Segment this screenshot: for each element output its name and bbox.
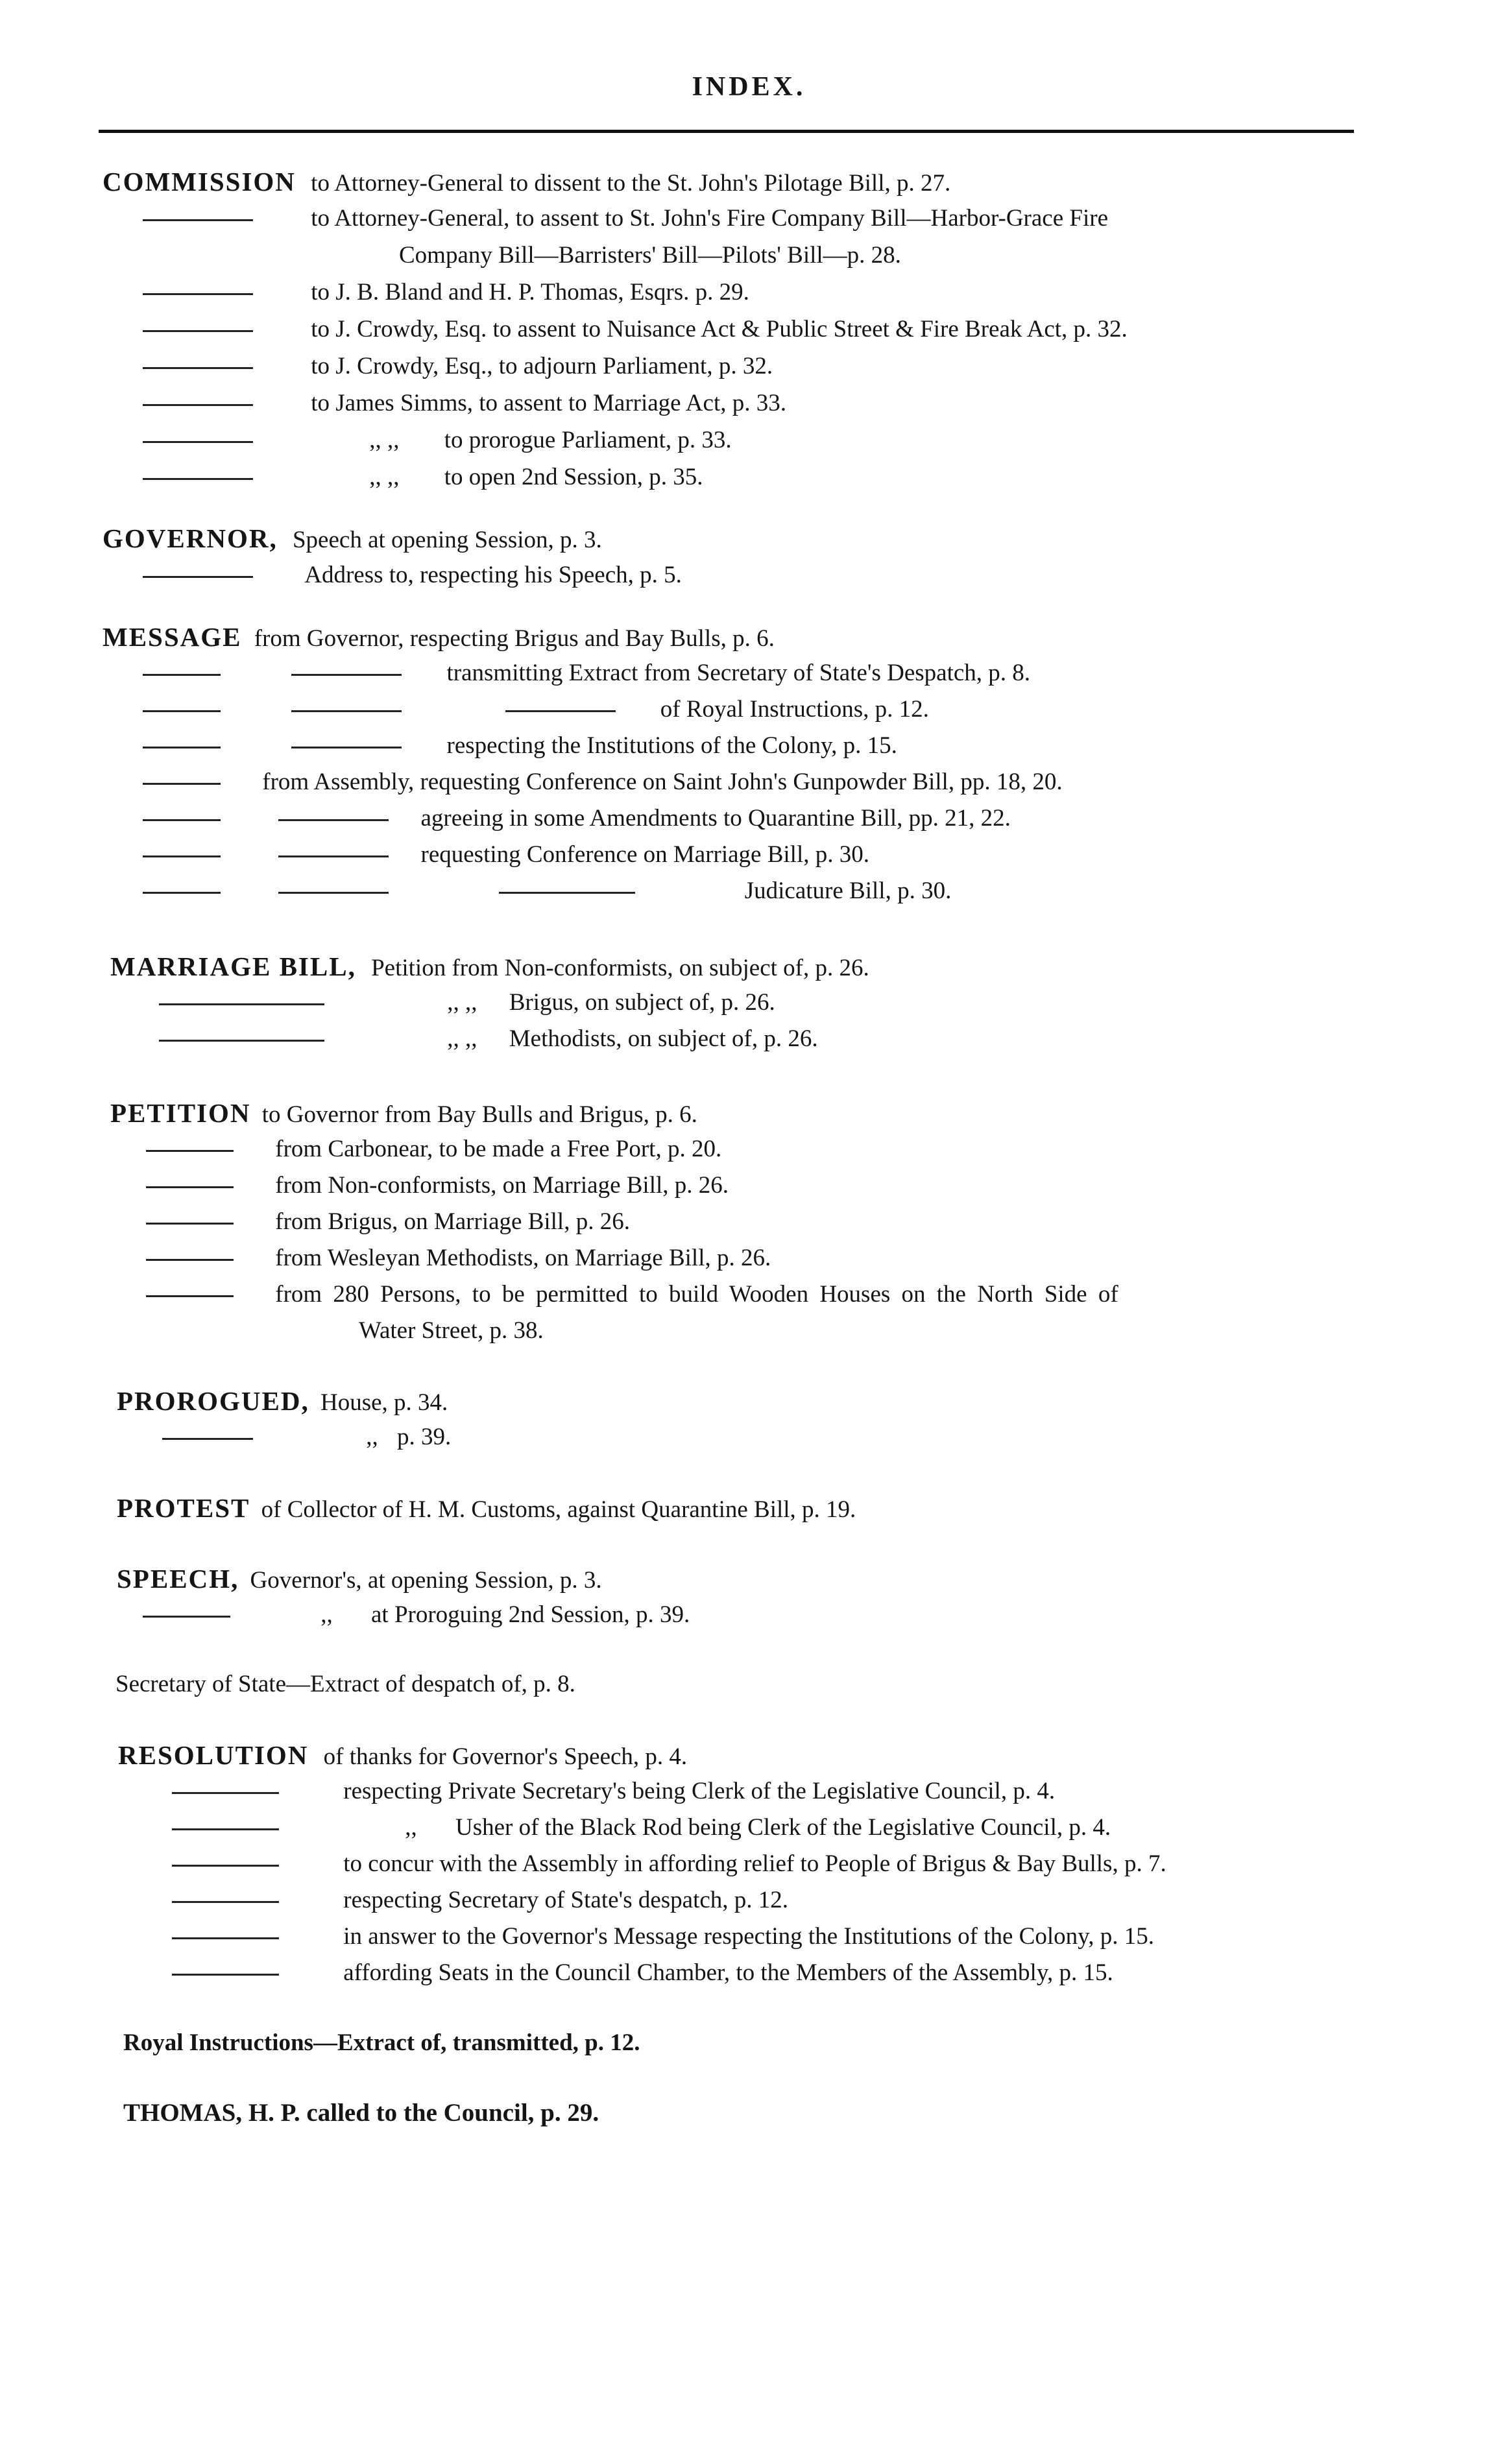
marriage-entry-1: MARRIAGE BILL, Petition from Non-conformists, on subject of, p. 26. <box>110 951 869 981</box>
ditto-dash <box>499 892 635 894</box>
petition-entry-3: from Non-conformists, on Marriage Bill, p. 26. <box>146 1171 729 1200</box>
ditto-dash <box>146 1259 234 1261</box>
speech-entry-1: SPEECH, Governor's, at opening Session, p. 3. <box>117 1564 602 1594</box>
ditto-dash <box>291 674 402 676</box>
ditto-dash <box>146 1150 234 1152</box>
ditto-dash <box>143 892 221 894</box>
ditto-dash <box>143 478 253 480</box>
royal-instructions-entry: Royal Instructions—Extract of, transmitted, p. 12. <box>123 2029 640 2056</box>
ditto-dash <box>143 219 253 221</box>
message-heading: MESSAGE <box>103 622 242 652</box>
ditto-dash <box>172 1974 279 1976</box>
ditto-dash <box>159 1040 324 1042</box>
petition-heading: PETITION <box>110 1098 251 1128</box>
commission-entry-4: to J. Crowdy, Esq. to assent to Nuisance Act & Public Street & Fire Break Act, p. 32. <box>143 315 1128 344</box>
ditto-dash <box>143 293 253 295</box>
ditto-dash <box>172 1901 279 1903</box>
resolution-entry-3: ,, Usher of the Black Rod being Clerk of the Legislative Council, p. 4. <box>172 1813 1111 1842</box>
petition-entry-5: from Wesleyan Methodists, on Marriage Bill, p. 26. <box>146 1244 771 1273</box>
ditto-dash <box>172 1828 279 1830</box>
marriage-heading: MARRIAGE BILL, <box>110 951 356 981</box>
ditto-dash <box>278 892 389 894</box>
ditto-dash <box>172 1792 279 1794</box>
ditto-dash <box>143 783 221 785</box>
ditto-dash <box>143 367 253 369</box>
resolution-entry-7: affording Seats in the Council Chamber, to the Members of the Assembly, p. 15. <box>172 1959 1113 1987</box>
ditto-dash <box>291 747 402 748</box>
governor-entry-2: Address to, respecting his Speech, p. 5. <box>143 561 682 590</box>
commission-entry-8: ,, ,, to open 2nd Session, p. 35. <box>143 463 703 492</box>
ditto-dash <box>143 330 253 332</box>
commission-heading: COMMISSION <box>103 167 296 197</box>
commission-entry-3: to J. B. Bland and H. P. Thomas, Esqrs. p. 29. <box>143 278 749 307</box>
ditto-dash <box>146 1186 234 1188</box>
ditto-dash <box>172 1937 279 1939</box>
prorogued-entry-2: ,, p. 39. <box>162 1423 451 1452</box>
thomas-entry: THOMAS, H. P. called to the Council, p. 29. <box>123 2099 599 2127</box>
ditto-dash <box>143 441 253 443</box>
speech-heading: SPEECH, <box>117 1564 239 1594</box>
speech-entry-2: ,, at Proroguing 2nd Session, p. 39. <box>143 1601 690 1629</box>
ditto-dash <box>278 819 389 821</box>
ditto-dash <box>143 710 221 712</box>
message-entry-8: Judicature Bill, p. 30. <box>143 877 951 905</box>
message-entry-4: respecting the Institutions of the Colony, p. 15. <box>143 732 897 760</box>
ditto-dash <box>146 1295 234 1297</box>
message-entry-2: transmitting Extract from Secretary of State's Despatch, p. 8. <box>143 659 1030 688</box>
message-entry-7: requesting Conference on Marriage Bill, p. 30. <box>143 841 869 869</box>
ditto-dash <box>146 1223 234 1225</box>
commission-entry-7: ,, ,, to prorogue Parliament, p. 33. <box>143 426 732 455</box>
commission-entry-6: to James Simms, to assent to Marriage Act, p. 33. <box>143 389 786 418</box>
page-title: INDEX. <box>692 72 806 102</box>
ditto-dash <box>143 404 253 406</box>
message-entry-3: of Royal Instructions, p. 12. <box>143 695 929 724</box>
prorogued-entry-1: PROROGUED, House, p. 34. <box>117 1386 448 1416</box>
marriage-entry-3: ,, ,, Methodists, on subject of, p. 26. <box>159 1025 818 1053</box>
governor-entry-1: GOVERNOR, Speech at opening Session, p. 3. <box>103 523 602 553</box>
protest-heading: PROTEST <box>117 1493 250 1523</box>
ditto-dash <box>291 710 402 712</box>
resolution-entry-4: to concur with the Assembly in affording relief to People of Brigus & Bay Bulls, p. 7. <box>172 1850 1166 1878</box>
commission-entry-2-cont: Company Bill—Barristers' Bill—Pilots' Bill—p. 28. <box>399 242 901 269</box>
ditto-dash <box>505 710 616 712</box>
ditto-dash <box>143 674 221 676</box>
message-entry-5: from Assembly, requesting Conference on Saint John's Gunpowder Bill, pp. 18, 20. <box>143 768 1063 796</box>
ditto-dash <box>172 1865 279 1867</box>
commission-entry-5: to J. Crowdy, Esq., to adjourn Parliament, p. 32. <box>143 352 773 381</box>
governor-heading: GOVERNOR, <box>103 523 278 553</box>
message-entry-1: MESSAGE from Governor, respecting Brigus and Bay Bulls, p. 6. <box>103 622 775 652</box>
ditto-dash <box>159 1003 324 1005</box>
ditto-dash <box>278 855 389 857</box>
ditto-dash <box>143 855 221 857</box>
resolution-entry-1: RESOLUTION of thanks for Governor's Speech, p. 4. <box>118 1740 688 1770</box>
ditto-dash <box>143 576 253 578</box>
marriage-entry-2: ,, ,, Brigus, on subject of, p. 26. <box>159 988 775 1017</box>
ditto-dash <box>143 1616 230 1618</box>
ditto-dash <box>162 1438 253 1440</box>
resolution-entry-2: respecting Private Secretary's being Clerk of the Legislative Council, p. 4. <box>172 1777 1055 1806</box>
petition-entry-4: from Brigus, on Marriage Bill, p. 26. <box>146 1208 630 1236</box>
protest-entry-1: PROTEST of Collector of H. M. Customs, against Quarantine Bill, p. 19. <box>117 1493 856 1523</box>
petition-entry-2: from Carbonear, to be made a Free Port, p. 20. <box>146 1135 721 1164</box>
commission-entry-2: to Attorney-General, to assent to St. John's Fire Company Bill—Harbor-Grace Fire <box>143 204 1108 233</box>
message-entry-6: agreeing in some Amendments to Quarantine Bill, pp. 21, 22. <box>143 804 1011 833</box>
petition-entry-6-cont: Water Street, p. 38. <box>359 1317 544 1344</box>
secretary-entry: Secretary of State—Extract of despatch of, p. 8. <box>115 1671 575 1697</box>
commission-entry-1: COMMISSION to Attorney-General to dissent to the St. John's Pilotage Bill, p. 27. <box>103 167 951 197</box>
petition-entry-6: from 280 Persons, to be permitted to build Wooden Houses on the North Side of <box>146 1280 1118 1309</box>
resolution-entry-6: in answer to the Governor's Message respecting the Institutions of the Colony, p. 15. <box>172 1922 1154 1951</box>
petition-entry-1: PETITION to Governor from Bay Bulls and Brigus, p. 6. <box>110 1098 697 1128</box>
resolution-entry-5: respecting Secretary of State's despatch, p. 12. <box>172 1886 788 1915</box>
resolution-heading: RESOLUTION <box>118 1740 309 1770</box>
prorogued-heading: PROROGUED, <box>117 1386 309 1416</box>
ditto-dash <box>143 819 221 821</box>
title-rule <box>99 130 1354 133</box>
ditto-dash <box>143 747 221 748</box>
